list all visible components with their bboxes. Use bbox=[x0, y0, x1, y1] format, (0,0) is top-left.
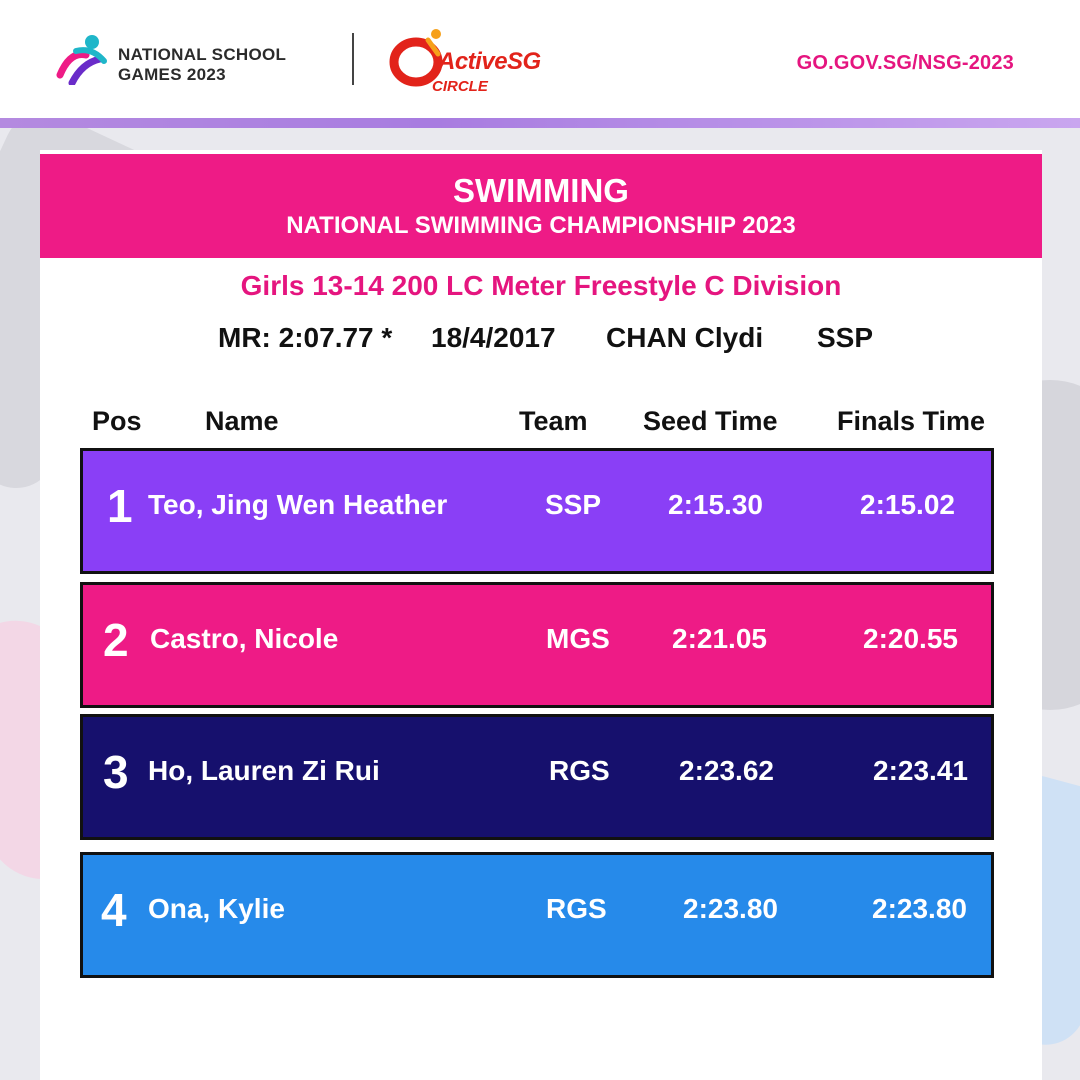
sport-title: SWIMMING bbox=[453, 172, 629, 209]
result-finals-time: 2:23.41 bbox=[873, 755, 968, 786]
header-divider bbox=[352, 33, 354, 85]
nsg-logo-icon bbox=[56, 33, 110, 85]
result-finals-time: 2:15.02 bbox=[860, 489, 955, 520]
brand-line-2: GAMES 2023 bbox=[118, 65, 226, 84]
result-row bbox=[80, 448, 994, 574]
result-row bbox=[80, 714, 994, 840]
column-header-team: Team bbox=[519, 406, 588, 436]
result-pos: 1 bbox=[107, 480, 133, 532]
result-seed-time: 2:15.30 bbox=[668, 489, 763, 520]
result-row bbox=[80, 582, 994, 708]
result-finals-time: 2:23.80 bbox=[872, 893, 967, 924]
header-accent-bar bbox=[0, 118, 1080, 128]
header bbox=[0, 0, 1080, 118]
column-header-finals-time: Finals Time bbox=[837, 406, 986, 436]
race-title: Girls 13-14 200 LC Meter Freestyle C Division bbox=[240, 270, 842, 301]
result-team: SSP bbox=[545, 489, 602, 520]
result-row bbox=[80, 852, 994, 978]
result-name: Castro, Nicole bbox=[150, 623, 339, 654]
record-team: SSP bbox=[817, 322, 874, 353]
result-pos: 2 bbox=[103, 614, 129, 666]
record-holder: CHAN Clydi bbox=[606, 322, 764, 353]
result-pos: 4 bbox=[101, 884, 127, 936]
header-url: GO.GOV.SG/NSG-2023 bbox=[796, 52, 1014, 74]
result-pos: 3 bbox=[103, 746, 129, 798]
result-team: MGS bbox=[546, 623, 610, 654]
record-date: 18/4/2017 bbox=[431, 322, 556, 353]
meet-record: MR: 2:07.77 * bbox=[218, 322, 393, 353]
result-name: Ona, Kylie bbox=[148, 893, 285, 924]
result-seed-time: 2:21.05 bbox=[672, 623, 767, 654]
column-header-pos: Pos bbox=[92, 406, 142, 436]
column-header-name: Name bbox=[205, 406, 279, 436]
result-seed-time: 2:23.80 bbox=[683, 893, 778, 924]
result-team: RGS bbox=[546, 893, 607, 924]
event-title: NATIONAL SWIMMING CHAMPIONSHIP 2023 bbox=[286, 212, 796, 239]
results-card bbox=[40, 150, 1042, 1080]
title-band bbox=[40, 154, 1042, 258]
result-team: RGS bbox=[549, 755, 610, 786]
result-finals-time: 2:20.55 bbox=[863, 623, 958, 654]
activesg-circle-label: CIRCLE bbox=[432, 78, 488, 95]
nsg-brand-text bbox=[118, 45, 286, 85]
result-name: Ho, Lauren Zi Rui bbox=[148, 755, 380, 786]
activesg-wordmark: ActiveSG bbox=[438, 48, 541, 75]
result-seed-time: 2:23.62 bbox=[679, 755, 774, 786]
result-name: Teo, Jing Wen Heather bbox=[148, 489, 448, 520]
brand-line-1: NATIONAL SCHOOL bbox=[118, 45, 287, 64]
column-header-seed-time: Seed Time bbox=[643, 406, 778, 436]
